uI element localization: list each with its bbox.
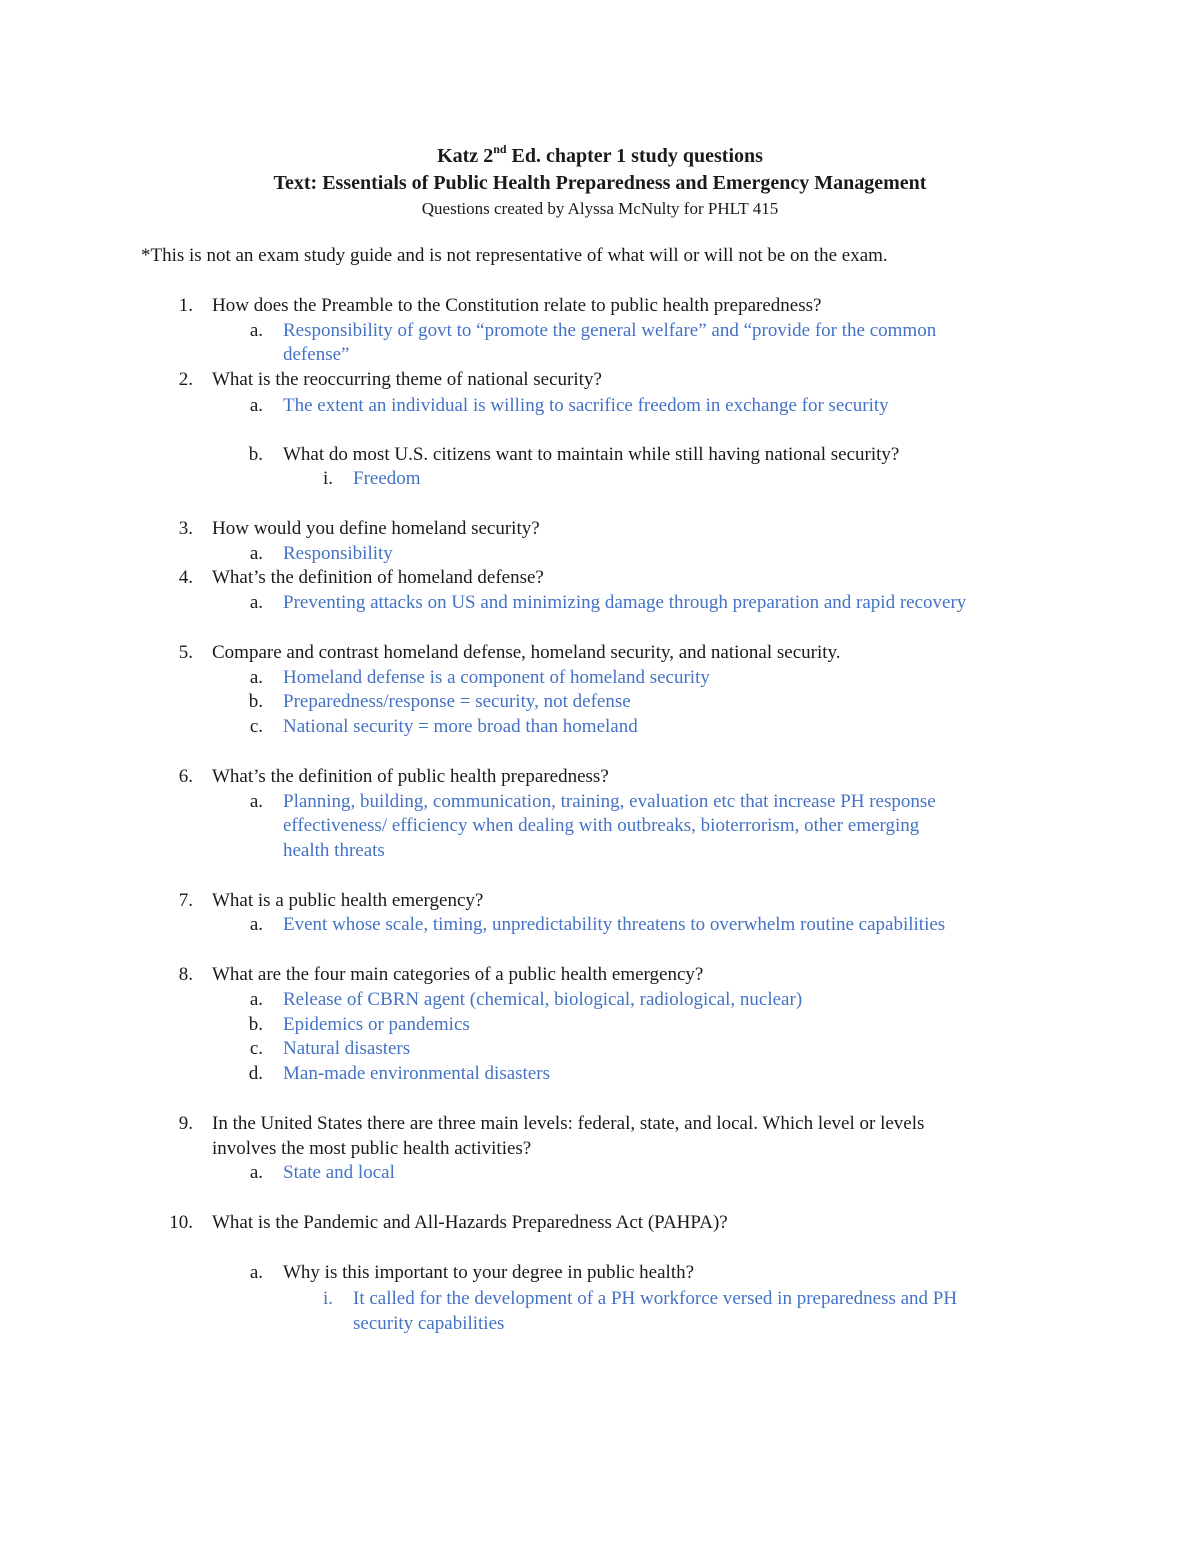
question-text: How does the Preamble to the Constitution relate to public health preparedness? (212, 295, 822, 316)
question-text: What is the Pandemic and All-Hazards Preparedness Act (PAHPA)? (212, 1212, 728, 1233)
answer-marker: c. (249, 1038, 263, 1059)
answer-marker: d. (248, 1063, 263, 1084)
question-number: 4. (178, 567, 193, 588)
question-text: What are the four main categories of a public health emergency? (212, 964, 704, 985)
answer-marker: a. (249, 791, 263, 812)
answer-marker: a. (249, 1162, 263, 1183)
answer-text: National security = more broad than homeland (283, 716, 638, 737)
page-title (0, 144, 1200, 168)
question-text: How would you define homeland security? (212, 518, 540, 539)
question-text: What’s the definition of homeland defense? (212, 567, 544, 588)
answer-text: Man-made environmental disasters (283, 1063, 550, 1084)
subquestion-marker: a. (249, 1262, 263, 1283)
question-number: 10. (169, 1212, 193, 1233)
answer-text: defense” (283, 344, 350, 365)
answer-marker: a. (249, 667, 263, 688)
answer-text: health threats (283, 840, 385, 861)
answer-marker: a. (249, 543, 263, 564)
answer-text: security capabilities (353, 1313, 505, 1334)
answer-text: Epidemics or pandemics (283, 1014, 470, 1035)
question-number: 7. (178, 890, 193, 911)
answer-marker: a. (249, 395, 263, 416)
answer-text: Planning, building, communication, training, evaluation etc that increase PH response (283, 791, 936, 812)
answer-text: The extent an individual is willing to sacrifice freedom in exchange for security (283, 395, 889, 416)
question-number: 5. (178, 642, 193, 663)
answer-text: It called for the development of a PH workforce versed in preparedness and PH (353, 1288, 958, 1309)
answer-text: effectiveness/ efficiency when dealing with outbreaks, bioterrorism, other emerging (283, 815, 920, 836)
answer-marker: a. (249, 989, 263, 1010)
answer-text: Responsibility (283, 543, 393, 564)
question-text: involves the most public health activities? (212, 1138, 532, 1159)
title-superscript: nd (493, 142, 507, 156)
answer-marker: c. (249, 716, 263, 737)
question-text: What is the reoccurring theme of national security? (212, 369, 602, 390)
answer-marker: a. (249, 320, 263, 341)
answer-text: Homeland defense is a component of homeland security (283, 667, 710, 688)
question-number: 2. (178, 369, 193, 390)
answer-text: Preparedness/response = security, not defense (283, 691, 631, 712)
answer-marker: i. (322, 468, 333, 489)
disclaimer: *This is not an exam study guide and is not representative of what will or will not be on the exam. (141, 245, 888, 266)
question-text: What is a public health emergency? (212, 890, 484, 911)
question-text: What’s the definition of public health preparedness? (212, 766, 609, 787)
answer-marker: a. (249, 592, 263, 613)
answer-text: Freedom (353, 468, 421, 489)
answer-text: Release of CBRN agent (chemical, biological, radiological, nuclear) (283, 989, 803, 1010)
answer-marker: i. (322, 1288, 333, 1309)
subquestion-text: What do most U.S. citizens want to maintain while still having national security? (283, 444, 900, 465)
title-prefix: Katz 2 (437, 145, 494, 167)
answer-marker: b. (248, 691, 263, 712)
answer-text: Responsibility of govt to “promote the general welfare” and “provide for the common (283, 320, 937, 341)
question-text: In the United States there are three main levels: federal, state, and local. Which level or levels (212, 1113, 925, 1134)
question-number: 3. (178, 518, 193, 539)
question-number: 9. (178, 1113, 193, 1134)
question-number: 1. (178, 295, 193, 316)
answer-text: Natural disasters (283, 1038, 411, 1059)
answer-marker: b. (248, 1014, 263, 1035)
title-suffix: Ed. chapter 1 study questions (506, 145, 763, 167)
question-text: Compare and contrast homeland defense, homeland security, and national security. (212, 642, 841, 663)
answer-marker: a. (249, 914, 263, 935)
byline: Questions created by Alyssa McNulty for PHLT 415 (421, 199, 779, 218)
question-number: 8. (178, 964, 193, 985)
question-number: 6. (178, 766, 193, 787)
answer-text: State and local (283, 1162, 395, 1183)
subquestion-marker: b. (248, 444, 263, 465)
page-subtitle: Text: Essentials of Public Health Preparedness and Emergency Management (273, 172, 927, 194)
answer-text: Preventing attacks on US and minimizing damage through preparation and rapid recovery (283, 592, 967, 613)
answer-text: Event whose scale, timing, unpredictability threatens to overwhelm routine capabilities (283, 914, 946, 935)
subquestion-text: Why is this important to your degree in public health? (283, 1262, 695, 1283)
